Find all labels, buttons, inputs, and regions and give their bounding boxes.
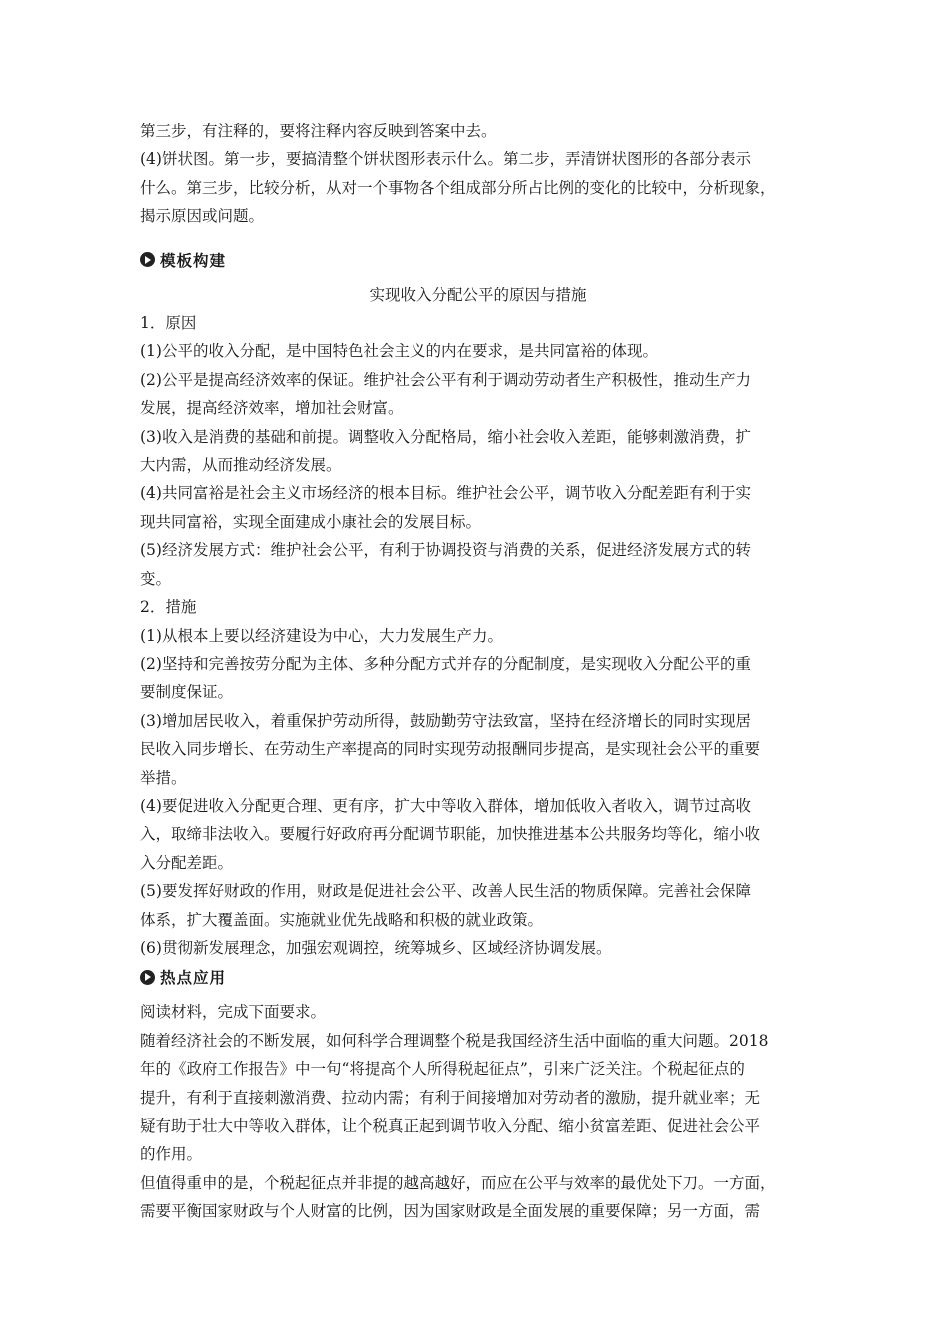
text-line: (6)贯彻新发展理念，加强宏观调控，统筹城乡、区域经济协调发展。 (140, 938, 612, 957)
play-circle-icon (140, 970, 155, 985)
section1-body (140, 309, 816, 962)
text-line: 民收入同步增长、在劳动生产率提高的同时实现劳动报酬同步提高，是实现社会公平的重要 (140, 740, 761, 759)
text-line: 随着经济社会的不断发展，如何科学合理调整个税是我国经济生活中面临的重大问题。2018 (140, 1031, 769, 1050)
text-line: 要制度保证。 (140, 683, 234, 702)
section-heading-hotspot (140, 962, 816, 992)
text-line: 提升，有利于直接刺激消费、拉动内需；有利于间接增加对劳动者的激励，提升就业率；无 (140, 1088, 761, 1107)
text-line: 变。 (140, 569, 172, 588)
text-line: 大内需，从而推动经济发展。 (140, 456, 342, 475)
text-line: 现共同富裕，实现全面建成小康社会的发展目标。 (140, 512, 482, 531)
text-line: 2．措施 (140, 598, 197, 617)
section-heading-label: 模板构建 (160, 251, 227, 270)
text-line: 但值得重申的是，个税起征点并非提的越高越好，而应在公平与效率的最优处下刀。一方面， (140, 1173, 776, 1192)
text-line: 入分配差距。 (140, 853, 234, 872)
text-line: (3)增加居民收入，着重保护劳动所得，鼓励勤劳守法致富，坚持在经济增长的同时实现居 (140, 711, 751, 730)
text-line: 年的《政府工作报告》中一句“将提高个人所得税起征点”，引来广泛关注。个税起征点的 (140, 1060, 745, 1079)
section-heading-label: 热点应用 (160, 969, 227, 988)
text-line: (5)经济发展方式：维护社会公平，有利于协调投资与消费的关系，促进经济发展方式的转 (140, 541, 751, 560)
text-line: (2)坚持和完善按劳分配为主体、多种分配方式并存的分配制度，是实现收入分配公平的重 (140, 654, 751, 673)
intro-line: 第三步，有注释的，要将注释内容反映到答案中去。 (140, 122, 497, 140)
text-line: 需要平衡国家财政与个人财富的比例，因为国家财政是全面发展的重要保障；另一方面，需 (140, 1202, 761, 1221)
text-line: 入，取缔非法收入。要履行好政府再分配调节职能，加快推进基本公共服务均等化，缩小收 (140, 825, 761, 844)
intro-line: 什么。第三步，比较分析，从对一个事物各个组成部分所占比例的变化的比较中，分析现象， (140, 178, 776, 197)
text-line: 体系，扩大覆盖面。实施就业优先战略和积极的就业政策。 (140, 910, 544, 929)
text-line: 举措。 (140, 768, 187, 787)
text-line: 1．原因 (140, 314, 197, 333)
section-heading-template (140, 245, 816, 275)
text-line: (1)从根本上要以经济建设为中心，大力发展生产力。 (140, 626, 503, 645)
intro-block (140, 117, 816, 231)
text-line: 疑有助于壮大中等收入群体，让个税真正起到调节收入分配、缩小贫富差距、促进社会公平 (140, 1117, 761, 1135)
text-line: (2)公平是提高经济效率的保证。维护社会公平有利于调动劳动者生产积极性，推动生产力 (140, 370, 751, 389)
text-line: (1)公平的收入分配，是中国特色社会主义的内在要求，是共同富裕的体现。 (140, 342, 658, 361)
text-line: 的作用。 (140, 1145, 203, 1164)
text-line: 发展，提高经济效率，增加社会财富。 (140, 399, 404, 418)
section-title: 实现收入分配公平的原因与措施 (369, 285, 587, 304)
text-line: (5)要发挥好财政的作用，财政是促进社会公平、改善人民生活的物质保障。完善社会保障 (140, 882, 751, 901)
text-line: (3)收入是消费的基础和前提。调整收入分配格局，缩小社会收入差距，能够刺激消费，扩 (140, 427, 751, 446)
document-page (140, 117, 816, 1226)
text-line: (4)要促进收入分配更合理、更有序，扩大中等收入群体，增加低收入者收入，调节过高收 (140, 796, 751, 815)
text-line: (4)共同富裕是社会主义市场经济的根本目标。维护社会公平，调节收入分配差距有利于实 (140, 484, 751, 503)
text-line: 阅读材料，完成下面要求。 (140, 1003, 327, 1022)
intro-line: (4)饼状图。第一步，要搞清整个饼状图形表示什么。第二步，弄清饼状图形的各部分表示 (140, 150, 751, 169)
section2-body (140, 998, 816, 1225)
intro-line: 揭示原因或问题。 (140, 207, 265, 226)
play-circle-icon (140, 252, 155, 267)
